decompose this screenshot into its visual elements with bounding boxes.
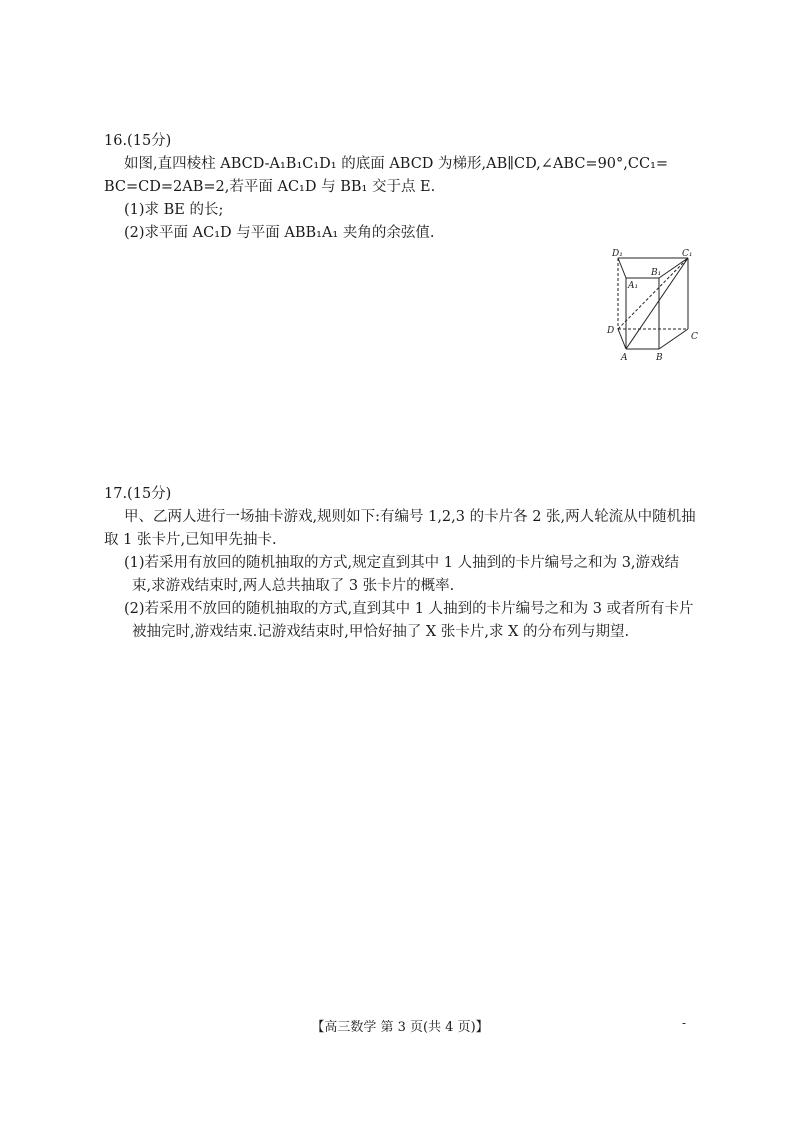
problem-17 (104, 483, 704, 644)
problem-16-stem-line1: 如图,直四棱柱 ABCD-A₁B₁C₁D₁ 的底面 ABCD 为梯形,AB∥CD,∠ABC=90°,CC₁= (124, 156, 669, 172)
label-b: B (656, 353, 663, 363)
problem-17-number: 17.(15分) (104, 486, 172, 502)
problem-16-stem-line2: BC=CD=2AB=2,若平面 AC₁D 与 BB₁ 交于点 E. (104, 179, 436, 195)
problem-16-question-1: (1)求 BE 的长; (124, 202, 224, 218)
label-d: D (607, 326, 615, 336)
problem-17-question-2-line2: 被抽完时,游戏结束.记游戏结束时,甲恰好抽了 X 张卡片,求 X 的分布列与期望. (132, 624, 630, 640)
footer-mark: - (682, 1016, 687, 1030)
label-c1: C₁ (682, 249, 693, 259)
edge-d1-a1 (618, 258, 626, 278)
problem-17-question-2-line1: (2)若采用不放回的随机抽取的方式,直到其中 1 人抽到的卡片编号之和为 3 或者所有卡片 (124, 601, 694, 617)
label-d1: D₁ (612, 249, 623, 259)
problem-17-stem-line2: 取 1 张卡片,已知甲先抽卡. (104, 532, 277, 548)
problem-17-question-1-line1: (1)若采用有放回的随机抽取的方式,规定直到其中 1 人抽到的卡片编号之和为 3,游戏结 (124, 555, 680, 571)
page-footer: 【高三数学 第 3 页(共 4 页)】 (311, 1020, 489, 1035)
problem-16-number: 16.(15分) (104, 133, 172, 149)
prism-figure (596, 246, 706, 376)
edge-b-c (659, 329, 688, 349)
prism-diagram (596, 246, 706, 376)
problem-16 (104, 130, 704, 245)
edge-b1-c1 (659, 258, 688, 278)
label-b1: B₁ (651, 268, 662, 278)
label-a: A (621, 353, 628, 363)
label-a1: A₁ (628, 281, 639, 291)
problem-16-question-2: (2)求平面 AC₁D 与平面 ABB₁A₁ 夹角的余弦值. (124, 225, 435, 241)
problem-17-stem-line1: 甲、乙两人进行一场抽卡游戏,规则如下:有编号 1,2,3 的卡片各 2 张,两人轮流从中随机抽 (124, 509, 696, 525)
label-c: C (691, 332, 698, 342)
edge-d-a (618, 329, 626, 349)
problem-17-question-1-line2: 束,求游戏结束时,两人总共抽取了 3 张卡片的概率. (132, 578, 455, 594)
